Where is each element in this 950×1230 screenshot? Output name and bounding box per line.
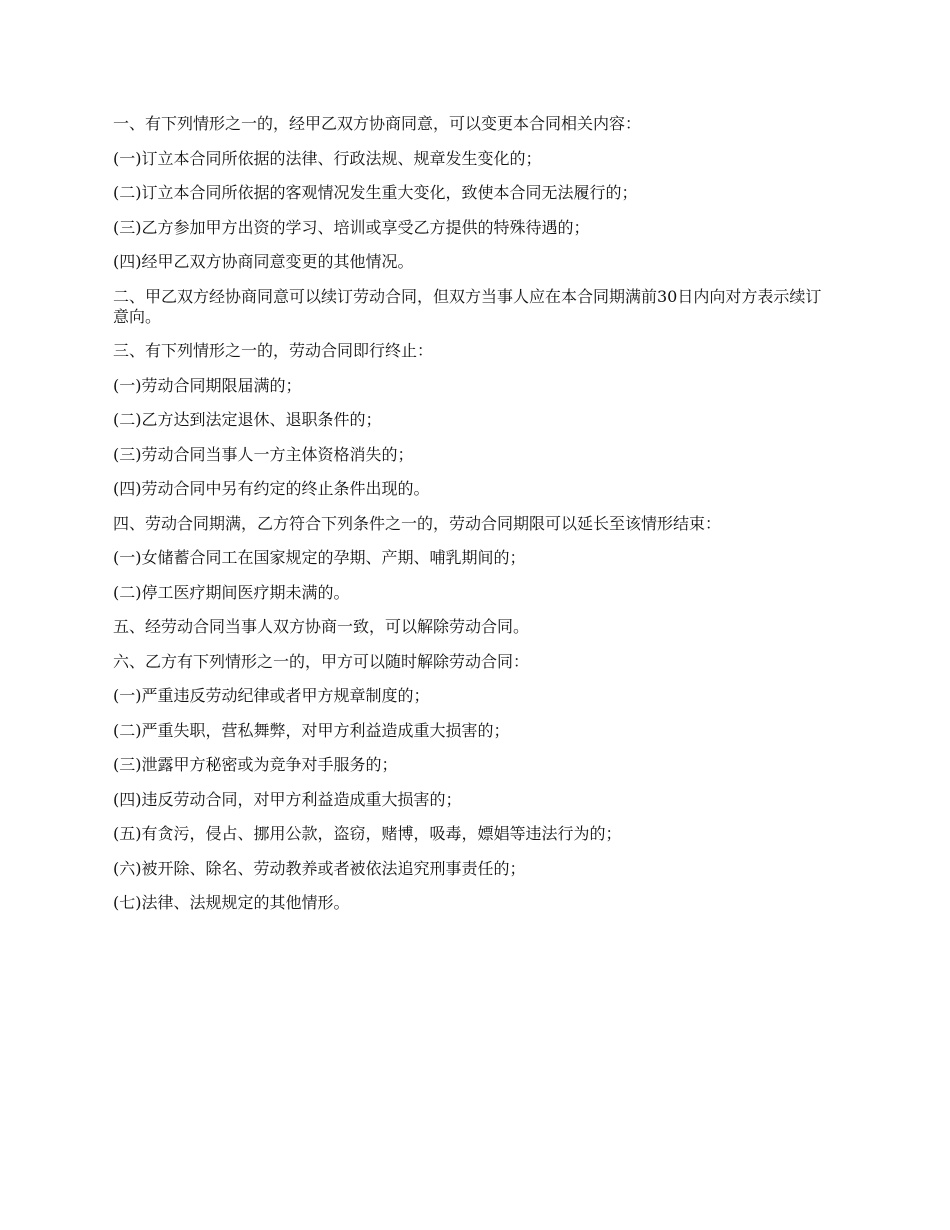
- clause-1-item-1: (一)订立本合同所依据的法律、行政法规、规章发生变化的；: [113, 148, 542, 168]
- clause-6-heading: 六、乙方有下列情形之一的，甲方可以随时解除劳动合同：: [113, 651, 530, 671]
- document-body: [113, 114, 835, 928]
- clause-3-heading: 三、有下列情形之一的，劳动合同即行终止：: [113, 341, 434, 360]
- clause-6-item-1: (一)严重违反劳动纪律或者甲方规章制度的；: [113, 686, 430, 705]
- clause-6-item-4: (四)违反劳动合同，对甲方利益造成重大损害的；: [113, 789, 462, 809]
- clause-1-item-4: (四)经甲乙双方协商同意变更的其他情况。: [113, 252, 414, 271]
- clause-6-item-6: (六)被开除、除名、劳动教养或者被依法追究刑事责任的；: [113, 858, 526, 878]
- clause-4-item-2: (二)停工医疗期间医疗期未满的。: [113, 582, 350, 602]
- clause-3-item-3: (三)劳动合同当事人一方主体资格消失的；: [113, 444, 414, 464]
- clause-4-heading: 四、劳动合同期满，乙方符合下列条件之一的，劳动合同期限可以延长至该情形结束：: [113, 513, 722, 533]
- clause-6-item-2: (二)严重失职，营私舞弊，对甲方利益造成重大损害的；: [113, 720, 510, 740]
- clause-1-heading: 一、有下列情形之一的，经甲乙双方协商同意，可以变更本合同相关内容：: [113, 114, 642, 133]
- clause-1-item-3: (三)乙方参加甲方出资的学习、培训或享受乙方提供的特殊待遇的；: [113, 217, 590, 237]
- clause-4-item-1: (一)女储蓄合同工在国家规定的孕期、产期、哺乳期间的；: [113, 548, 526, 567]
- clause-2-heading: 二、甲乙双方经协商同意可以续订劳动合同，但双方当事人应在本合同期满前30日内向对方表示续订意向。: [113, 286, 822, 326]
- clause-3-item-1: (一)劳动合同期限届满的；: [113, 375, 302, 395]
- clause-3-item-4: (四)劳动合同中另有约定的终止条件出现的。: [113, 479, 430, 498]
- clause-5-heading: 五、经劳动合同当事人双方协商一致，可以解除劳动合同。: [113, 617, 530, 636]
- clause-6-item-3: (三)泄露甲方秘密或为竞争对手服务的；: [113, 755, 398, 774]
- clause-3-item-2: (二)乙方达到法定退休、退职条件的；: [113, 410, 382, 429]
- clause-6-item-7: (七)法律、法规规定的其他情形。: [113, 893, 350, 912]
- clause-1-item-2: (二)订立本合同所依据的客观情况发生重大变化，致使本合同无法履行的；: [113, 183, 638, 202]
- clause-6-item-5: (五)有贪污，侵占、挪用公款，盗窃，赌博，吸毒，嫖娼等违法行为的；: [113, 824, 622, 843]
